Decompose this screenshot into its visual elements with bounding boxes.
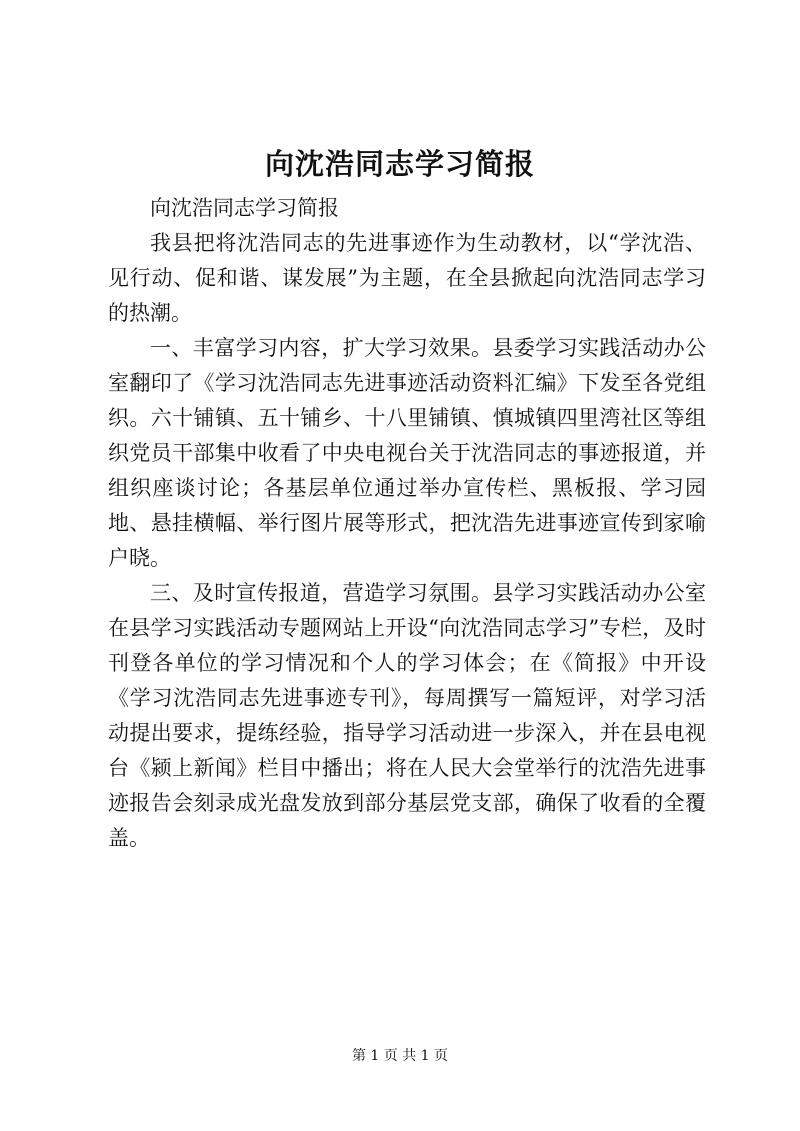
- page-footer: 第 1 页 共 1 页: [351, 1048, 449, 1064]
- subtitle-paragraph: 向沈浩同志学习简报: [150, 196, 339, 220]
- intro-paragraph: 我县把将沈浩同志的先进事迹作为生动教材，以“学沈浩、见行动、促和谐、谋发展”为主题，在全县掀起向沈浩同志学习的热潮。: [108, 231, 706, 325]
- document-title: 向沈浩同志学习简报: [264, 147, 535, 181]
- document-body: [108, 191, 706, 856]
- section-one-paragraph: 一、丰富学习内容，扩大学习效果。县委学习实践活动办公室翻印了《学习沈浩同志先进事迹活动资料汇编》下发至各党组织。六十铺镇、五十铺乡、十八里铺镇、慎城镇四里湾社区等组织党员干部集中收看了中央电视台关于沈浩同志的事迹报道，并组织座谈讨论；各基层单位通过举办宣传栏、黑板报、学习园地、悬挂横幅、举行图片展等形式，把沈浩先进事迹宣传到家喻户晓。: [108, 336, 706, 570]
- section-three-paragraph: 三、及时宣传报道，营造学习氛围。县学习实践活动办公室在县学习实践活动专题网站上开设“向沈浩同志学习”专栏，及时刊登各单位的学习情况和个人的学习体会；在《简报》中开设《学习沈浩同志先进事迹专刊》，每周撰写一篇短评，对学习活动提出要求，提练经验，指导学习活动进一步深入，并在县电视台《颍上新闻》栏目中播出；将在人民大会堂举行的沈浩先进事迹报告会刻录成光盘发放到部分基层党支部，确保了收看的全覆盖。: [108, 581, 706, 850]
